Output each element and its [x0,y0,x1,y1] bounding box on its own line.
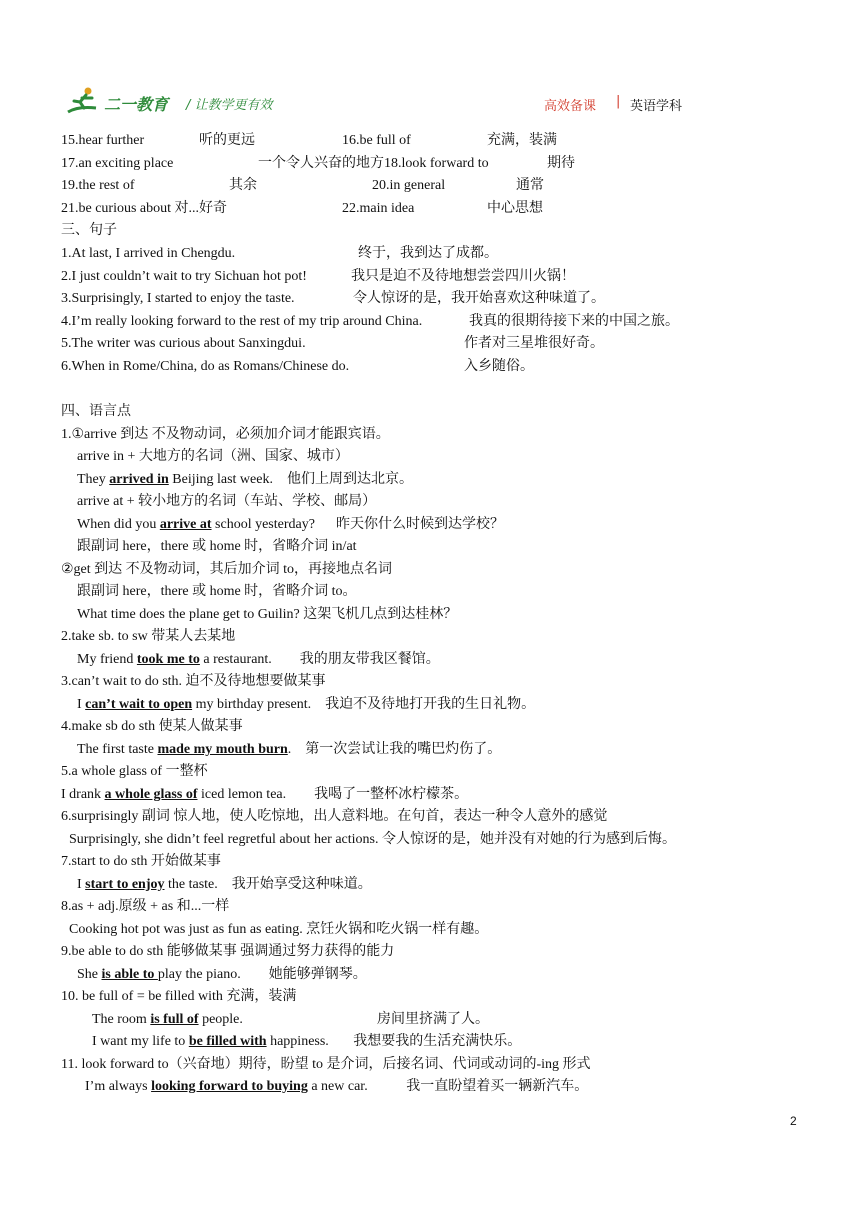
point-example: I’m always looking forward to buying a new car. 我一直盼望着买一辆新汽车。 [85,1079,589,1094]
point-note: 跟副词 here，there 或 home 时，省略介词 to。 [77,584,357,599]
point-example: When did you arrive at school yesterday? 昨天你什么时候到达学校？ [77,517,504,532]
point-example: What time does the plane get to Guilin? 这架飞机几点到达桂林？ [77,607,458,622]
page-number: 2 [790,1114,797,1128]
section-heading-language-points: 四、语言点 [61,404,131,419]
page-header [0,0,860,128]
point-title: 4.make sb do sth 使某人做某事 [61,719,243,734]
point-example: They arrived in Beijing last week. 他们上周到达北京。 [77,472,413,487]
point-note: 跟副词 here，there 或 home 时，省略介词 in/at [77,539,357,554]
point-title: 1.①arrive 到达 不及物动词，必须加介词才能跟宾语。 [61,427,390,442]
point-title: 8.as + adj.原级 + as 和...一样 [61,899,230,914]
point-title: 5.a whole glass of 一整杯 [61,764,208,779]
point-example: I drank a whole glass of iced lemon tea. 我喝了一整杯冰柠檬茶。 [61,787,469,802]
point-title: 7.start to do sth 开始做某事 [61,854,221,869]
point-example: The first taste made my mouth burn. 第一次尝试让我的嘴巴灼伤了。 [77,742,502,757]
point-note: arrive in + 大地方的名词（洲、国家、城市） [77,449,349,464]
point-title: 6.surprisingly 副词 惊人地，使人吃惊地，出人意料地。在句首，表达一种令人意外的感觉 [61,809,608,824]
point-example: I want my life to be filled with happiness. 我想要我的生活充满快乐。 [92,1034,522,1049]
brand-slogan: / 让教学更有效 [186,98,273,113]
point-title: 10. be full of = be filled with 充满，装满 [61,989,297,1004]
point-example-translation: 房间里挤满了人。 [377,1012,489,1027]
header-separator: | [616,94,621,109]
point-example: I start to enjoy the taste. 我开始享受这种味道。 [77,877,372,892]
point-title: 9.be able to do sth 能够做某事 强调通过努力获得的能力 [61,944,395,959]
point-title: ②get 到达 不及物动词，其后加介词 to，再接地点名词 [61,562,393,577]
header-tag-prep: 高效备课 [544,99,597,114]
point-example: Cooking hot pot was just as fun as eating. 烹饪火锅和吃火锅一样有趣。 [69,922,489,937]
section-heading-sentences: 三、句子 [61,223,117,238]
point-example: My friend took me to a restaurant. 我的朋友带我区餐馆。 [77,652,440,667]
point-example: I can’t wait to open my birthday present. 我迫不及待地打开我的生日礼物。 [77,697,536,712]
point-example: The room is full of people. [92,1012,243,1027]
point-title: 2.take sb. to sw 带某人去某地 [61,629,236,644]
header-tag-subject: 英语学科 [630,99,683,114]
brand-logo-text: 二一教育 [104,95,169,114]
point-example: Surprisingly, she didn’t feel regretful about her actions. 令人惊讶的是，她并没有对她的行为感到后悔。 [69,832,676,847]
point-example: She is able to play the piano. 她能够弹钢琴。 [77,967,367,982]
point-title: 11. look forward to（兴奋地）期待，盼望 to 是介词，后接名词、代词或动词的-ing 形式 [61,1057,591,1072]
runner-logo-icon [66,86,102,116]
point-title: 3.can’t wait to do sth. 迫不及待地想要做某事 [61,674,326,689]
point-note: arrive at + 较小地方的名词（车站、学校、邮局） [77,494,377,509]
